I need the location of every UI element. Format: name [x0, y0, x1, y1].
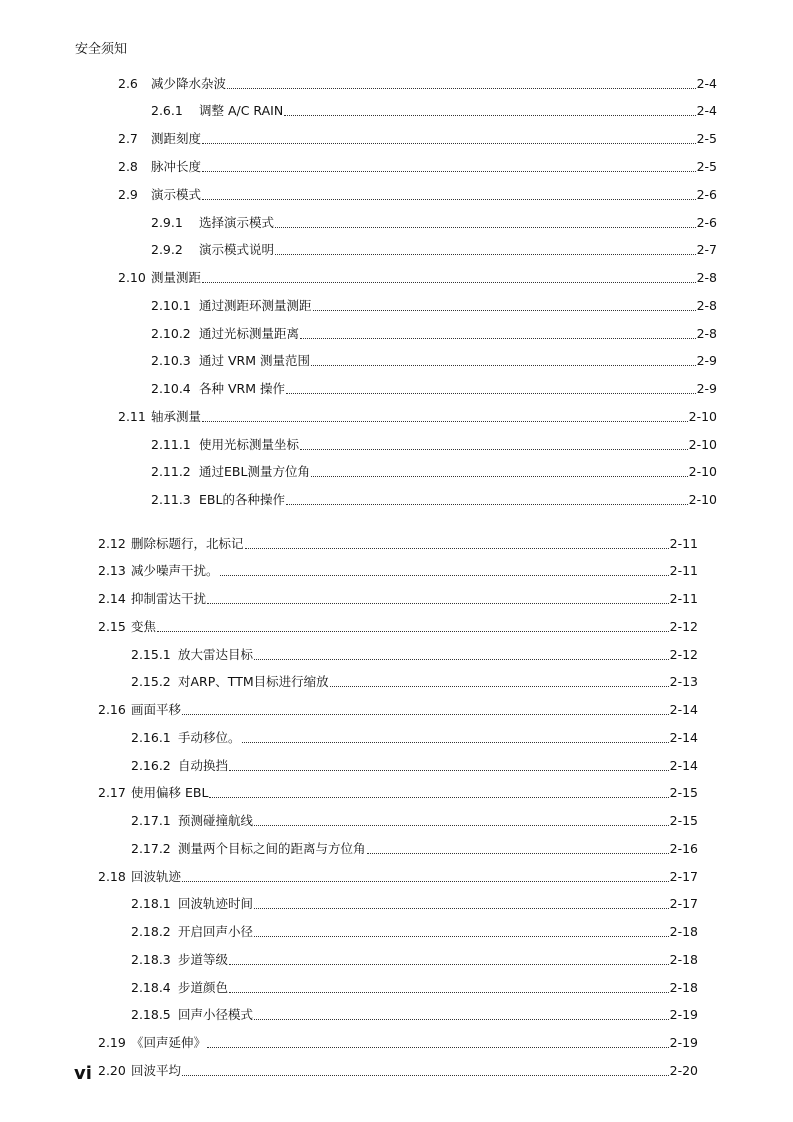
- toc-entry-number: 2.6.1: [151, 103, 183, 118]
- toc-entry[interactable]: [98, 536, 698, 552]
- toc-entry-title: 通过测距环测量测距: [199, 298, 312, 313]
- toc-entry-page: 2-12: [669, 647, 698, 662]
- toc-entry-title: 通过EBL测量方位角: [199, 464, 310, 479]
- toc-leader-dots: [227, 88, 696, 89]
- toc-leader-dots: [254, 659, 669, 660]
- toc-entry-number: 2.12: [98, 536, 126, 551]
- toc-subentry[interactable]: [151, 381, 717, 397]
- toc-leader-dots: [229, 992, 669, 993]
- toc-entry-page: 2-6: [696, 215, 717, 230]
- toc-subentry[interactable]: [131, 841, 698, 857]
- toc-subentry[interactable]: [131, 1007, 698, 1023]
- toc-entry-title: 减少噪声干扰。: [131, 563, 219, 578]
- toc-leader-dots: [202, 199, 696, 200]
- toc-subentry[interactable]: [131, 730, 698, 746]
- toc-leader-dots: [209, 797, 668, 798]
- toc-entry-number: 2.18.5: [131, 1007, 171, 1022]
- toc-entry-number: 2.10: [118, 270, 146, 285]
- toc-leader-dots: [207, 1047, 669, 1048]
- toc-leader-dots: [275, 254, 696, 255]
- toc-entry-page: 2-12: [669, 619, 698, 634]
- toc-entry-title: 放大雷达目标: [178, 647, 254, 662]
- toc-entry-page: 2-11: [669, 536, 698, 551]
- toc-entry-page: 2-14: [669, 730, 698, 745]
- toc-entry-page: 2-8: [696, 298, 717, 313]
- toc-subentry[interactable]: [151, 326, 717, 342]
- toc-entry-number: 2.17: [98, 785, 126, 800]
- toc-entry-title: 调整 A/C RAIN: [199, 103, 284, 118]
- toc-entry-title: 通过 VRM 测量范围: [199, 353, 310, 368]
- toc-leader-dots: [207, 603, 669, 604]
- toc-subentry[interactable]: [151, 353, 717, 369]
- toc-leader-dots: [245, 548, 669, 549]
- toc-entry-page: 2-8: [696, 270, 717, 285]
- toc-entry-page: 2-9: [696, 353, 717, 368]
- toc-entry-number: 2.9.2: [151, 242, 183, 257]
- toc-entry-page: 2-20: [669, 1063, 698, 1078]
- toc-entry-title: 对ARP、TTM目标进行缩放: [178, 674, 329, 689]
- toc-entry-page: 2-14: [669, 702, 698, 717]
- toc-leader-dots: [286, 393, 696, 394]
- toc-entry[interactable]: [118, 187, 717, 203]
- toc-entry-page: 2-13: [669, 674, 698, 689]
- toc-leader-dots: [254, 825, 669, 826]
- toc-entry-number: 2.18.1: [131, 896, 171, 911]
- toc-entry[interactable]: [98, 591, 698, 607]
- toc-leader-dots: [229, 964, 669, 965]
- toc-entry-number: 2.15: [98, 619, 126, 634]
- toc-entry-title: 预测碰撞航线: [178, 813, 254, 828]
- toc-entry-title: 手动移位。: [178, 730, 241, 745]
- toc-entry-page: 2-19: [669, 1035, 698, 1050]
- toc-entry-number: 2.18.3: [131, 952, 171, 967]
- toc-leader-dots: [202, 421, 688, 422]
- toc-entry-page: 2-15: [669, 785, 698, 800]
- toc-entry-number: 2.11: [118, 409, 146, 424]
- toc-entry-page: 2-17: [669, 869, 698, 884]
- toc-entry-page: 2-10: [688, 464, 717, 479]
- toc-entry-number: 2.6: [118, 76, 138, 91]
- toc-subentry[interactable]: [151, 242, 717, 258]
- toc-leader-dots: [330, 686, 669, 687]
- toc-entry-number: 2.11.1: [151, 437, 191, 452]
- toc-entry-number: 2.15.2: [131, 674, 171, 689]
- toc-entry-title: 脉冲长度: [151, 159, 202, 174]
- page-number-roman: vi: [74, 1063, 92, 1084]
- toc-entry-page: 2-10: [688, 409, 717, 424]
- toc-leader-dots: [254, 908, 669, 909]
- toc-leader-dots: [229, 770, 669, 771]
- toc-leader-dots: [275, 227, 696, 228]
- toc-entry[interactable]: [118, 409, 717, 425]
- toc-subentry[interactable]: [151, 437, 717, 453]
- toc-entry-page: 2-11: [669, 563, 698, 578]
- toc-entry-title: 各种 VRM 操作: [199, 381, 285, 396]
- toc-entry[interactable]: [98, 785, 698, 801]
- toc-entry-page: 2-10: [688, 492, 717, 507]
- toc-entry-page: 2-18: [669, 980, 698, 995]
- toc-subentry[interactable]: [151, 464, 717, 480]
- toc-entry-number: 2.9.1: [151, 215, 183, 230]
- toc-entry[interactable]: [118, 76, 717, 92]
- toc-entry-title: 步道颜色: [178, 980, 229, 995]
- toc-entry-page: 2-4: [696, 103, 717, 118]
- toc-entry-title: 自动换挡: [178, 758, 229, 773]
- toc-subentry[interactable]: [131, 952, 698, 968]
- toc-leader-dots: [300, 338, 696, 339]
- toc-entry-title: 测距刻度: [151, 131, 202, 146]
- toc-entry-number: 2.7: [118, 131, 138, 146]
- toc-leader-dots: [311, 476, 688, 477]
- toc-entry-page: 2-11: [669, 591, 698, 606]
- toc-subentry[interactable]: [151, 103, 717, 119]
- toc-entry-title: 《回声延伸》: [131, 1035, 207, 1050]
- running-header: 安全须知: [75, 42, 128, 57]
- toc-entry-title: 演示模式: [151, 187, 202, 202]
- toc-entry-number: 2.13: [98, 563, 126, 578]
- toc-entry[interactable]: [98, 1063, 698, 1079]
- toc-entry-title: 轴承测量: [151, 409, 202, 424]
- toc-leader-dots: [284, 115, 695, 116]
- toc-entry-number: 2.15.1: [131, 647, 171, 662]
- toc-entry-page: 2-7: [696, 242, 717, 257]
- toc-entry[interactable]: [98, 702, 698, 718]
- toc-entry-number: 2.11.3: [151, 492, 191, 507]
- toc-entry-page: 2-5: [696, 131, 717, 146]
- toc-entry-number: 2.17.1: [131, 813, 171, 828]
- toc-entry-page: 2-15: [669, 813, 698, 828]
- toc-entry-title: 开启回声小径: [178, 924, 254, 939]
- toc-entry-title: 减少降水杂波: [151, 76, 227, 91]
- toc-subentry[interactable]: [131, 647, 698, 663]
- toc-entry-title: 演示模式说明: [199, 242, 275, 257]
- toc-subentry[interactable]: [131, 896, 698, 912]
- toc-subentry[interactable]: [131, 924, 698, 940]
- toc-entry-number: 2.16.1: [131, 730, 171, 745]
- toc-leader-dots: [202, 143, 696, 144]
- toc-entry-page: 2-4: [696, 76, 717, 91]
- toc-leader-dots: [220, 575, 669, 576]
- toc-subentry[interactable]: [131, 980, 698, 996]
- toc-entry-title: 抑制雷达干扰: [131, 591, 207, 606]
- toc-entry[interactable]: [118, 159, 717, 175]
- toc-entry-title: 步道等级: [178, 952, 229, 967]
- toc-leader-dots: [311, 365, 696, 366]
- toc-entry[interactable]: [98, 563, 698, 579]
- toc-leader-dots: [202, 171, 696, 172]
- toc-entry-title: 删除标题行，北标记: [131, 536, 244, 551]
- toc-leader-dots: [254, 1019, 669, 1020]
- toc-entry-number: 2.10.1: [151, 298, 191, 313]
- toc-entry-number: 2.19: [98, 1035, 126, 1050]
- toc-leader-dots: [286, 504, 688, 505]
- toc-leader-dots: [182, 714, 669, 715]
- toc-leader-dots: [182, 881, 669, 882]
- toc-entry-number: 2.10.4: [151, 381, 191, 396]
- toc-subentry[interactable]: [131, 813, 698, 829]
- toc-entry[interactable]: [98, 869, 698, 885]
- toc-subentry[interactable]: [131, 674, 698, 690]
- toc-entry-title: 使用偏移 EBL: [131, 785, 209, 800]
- toc-entry-number: 2.10.3: [151, 353, 191, 368]
- toc-entry-title: 画面平移: [131, 702, 182, 717]
- toc-entry-title: 测量测距: [151, 270, 202, 285]
- toc-entry-title: 回波轨迹: [131, 869, 182, 884]
- toc-entry-title: 回声小径模式: [178, 1007, 254, 1022]
- toc-entry-number: 2.8: [118, 159, 138, 174]
- toc-entry-number: 2.9: [118, 187, 138, 202]
- toc-entry-page: 2-9: [696, 381, 717, 396]
- toc-subentry[interactable]: [151, 215, 717, 231]
- toc-entry-title: 变焦: [131, 619, 157, 634]
- toc-entry-title: 通过光标测量距离: [199, 326, 300, 341]
- toc-entry-number: 2.10.2: [151, 326, 191, 341]
- toc-entry-page: 2-5: [696, 159, 717, 174]
- toc-entry-title: 测量两个目标之间的距离与方位角: [178, 841, 366, 856]
- toc-entry-number: 2.14: [98, 591, 126, 606]
- toc-leader-dots: [313, 310, 696, 311]
- toc-leader-dots: [367, 853, 669, 854]
- toc-entry-number: 2.16: [98, 702, 126, 717]
- toc-entry[interactable]: [118, 131, 717, 147]
- toc-leader-dots: [300, 449, 688, 450]
- toc-entry-page: 2-18: [669, 952, 698, 967]
- toc-leader-dots: [157, 631, 669, 632]
- toc-entry-page: 2-19: [669, 1007, 698, 1022]
- toc-entry-page: 2-8: [696, 326, 717, 341]
- toc-entry-title: 使用光标测量坐标: [199, 437, 300, 452]
- toc-leader-dots: [242, 742, 669, 743]
- toc-entry-page: 2-6: [696, 187, 717, 202]
- toc-entry-number: 2.18.2: [131, 924, 171, 939]
- toc-entry-number: 2.16.2: [131, 758, 171, 773]
- toc-entry-number: 2.20: [98, 1063, 126, 1078]
- toc-entry-title: 回波平均: [131, 1063, 182, 1078]
- toc-leader-dots: [254, 936, 669, 937]
- toc-entry-number: 2.18.4: [131, 980, 171, 995]
- toc-entry-title: 选择演示模式: [199, 215, 275, 230]
- toc-leader-dots: [182, 1075, 669, 1076]
- toc-entry-number: 2.18: [98, 869, 126, 884]
- toc-subentry[interactable]: [151, 492, 717, 508]
- toc-leader-dots: [202, 282, 696, 283]
- toc-entry-title: 回波轨迹时间: [178, 896, 254, 911]
- toc-entry-page: 2-17: [669, 896, 698, 911]
- toc-entry[interactable]: [98, 1035, 698, 1051]
- toc-entry-page: 2-14: [669, 758, 698, 773]
- toc-entry-page: 2-18: [669, 924, 698, 939]
- toc-entry-page: 2-16: [669, 841, 698, 856]
- toc-subentry[interactable]: [151, 298, 717, 314]
- toc-entry-number: 2.11.2: [151, 464, 191, 479]
- toc-entry-number: 2.17.2: [131, 841, 171, 856]
- toc-entry-title: EBL的各种操作: [199, 492, 285, 507]
- toc-entry-page: 2-10: [688, 437, 717, 452]
- toc-entry[interactable]: [98, 619, 698, 635]
- toc-entry[interactable]: [118, 270, 717, 286]
- toc-subentry[interactable]: [131, 758, 698, 774]
